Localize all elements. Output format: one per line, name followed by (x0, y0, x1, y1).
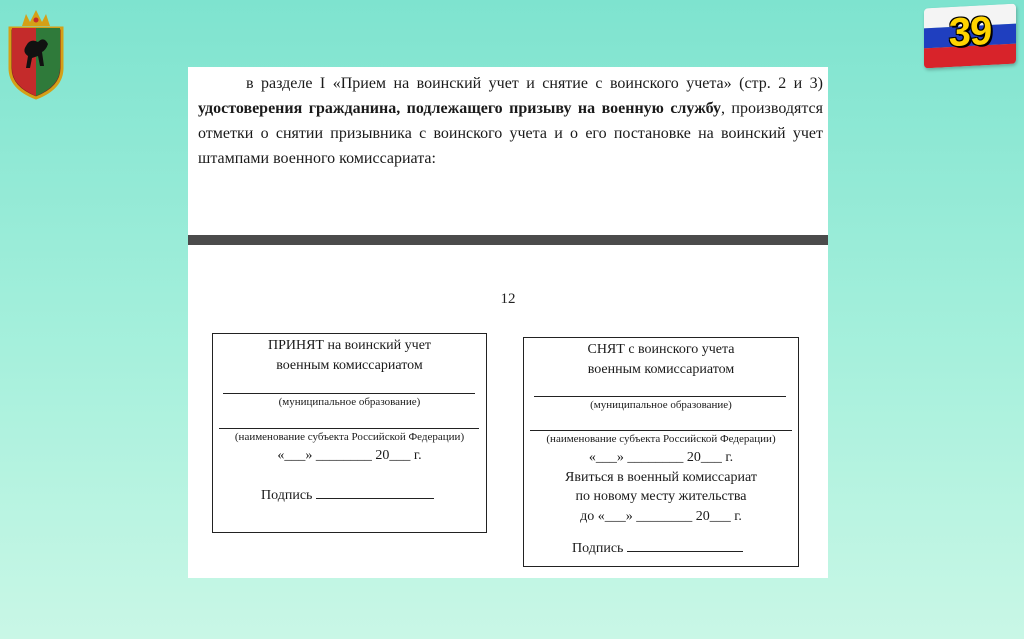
paragraph-bold-text: удостоверения гражданина, подлежащего призыву на военную службу (198, 100, 721, 117)
signature-blank (316, 486, 434, 499)
slide-number-badge: 39 (948, 8, 992, 56)
signature-label: Подпись (572, 541, 624, 556)
stamp-removed-date: «___» ________ 20___ г. (588, 450, 734, 465)
document-page (188, 67, 828, 578)
russian-flag-icon (924, 4, 1016, 69)
stamp-removed-title: СНЯТ с воинского учета (587, 342, 735, 357)
paragraph-text-start: в разделе I «Прием на воинский учет и снятие с воинского учета» (стр. 2 и 3) (246, 75, 823, 92)
signature-label: Подпись (261, 488, 313, 503)
stamp-accepted (212, 333, 487, 533)
report-deadline: до «___» ________ 20___ г. (580, 509, 742, 524)
signature-row (572, 539, 792, 557)
stamp-removed (523, 337, 799, 567)
page-number: 12 (500, 291, 516, 307)
paragraph-text-end: , производятся отметки о снятии призывника с воинского учета и о его постановке на воинский учет штампами военного комиссариата: (198, 100, 824, 167)
municipal-caption: (муниципальное образование) (590, 399, 732, 411)
subject-blank-line (219, 428, 479, 429)
stamp-accepted-date: «___» ________ 20___ г. (277, 448, 422, 463)
report-instruction-line1: Явиться в военный комиссариат (565, 470, 757, 485)
stamp-accepted-subtitle: военным комиссариатом (276, 358, 423, 373)
page-divider (188, 235, 828, 245)
report-instruction-line2: по новому месту жительства (575, 489, 747, 504)
municipal-blank-line (534, 396, 786, 397)
signature-blank (627, 539, 743, 552)
stamp-removed-subtitle: военным комиссариатом (587, 362, 735, 377)
subject-caption: (наименование субъекта Российской Федерации) (234, 431, 465, 443)
subject-blank-line (530, 430, 792, 431)
signature-row (261, 486, 481, 504)
coat-of-arms-icon (4, 6, 68, 100)
instruction-paragraph (198, 71, 823, 171)
subject-caption: (наименование субъекта Российской Федерации) (546, 433, 776, 445)
municipal-blank-line (223, 393, 475, 394)
municipal-caption: (муниципальное образование) (278, 396, 421, 408)
stamp-accepted-title: ПРИНЯТ на воинский учет (267, 338, 432, 353)
